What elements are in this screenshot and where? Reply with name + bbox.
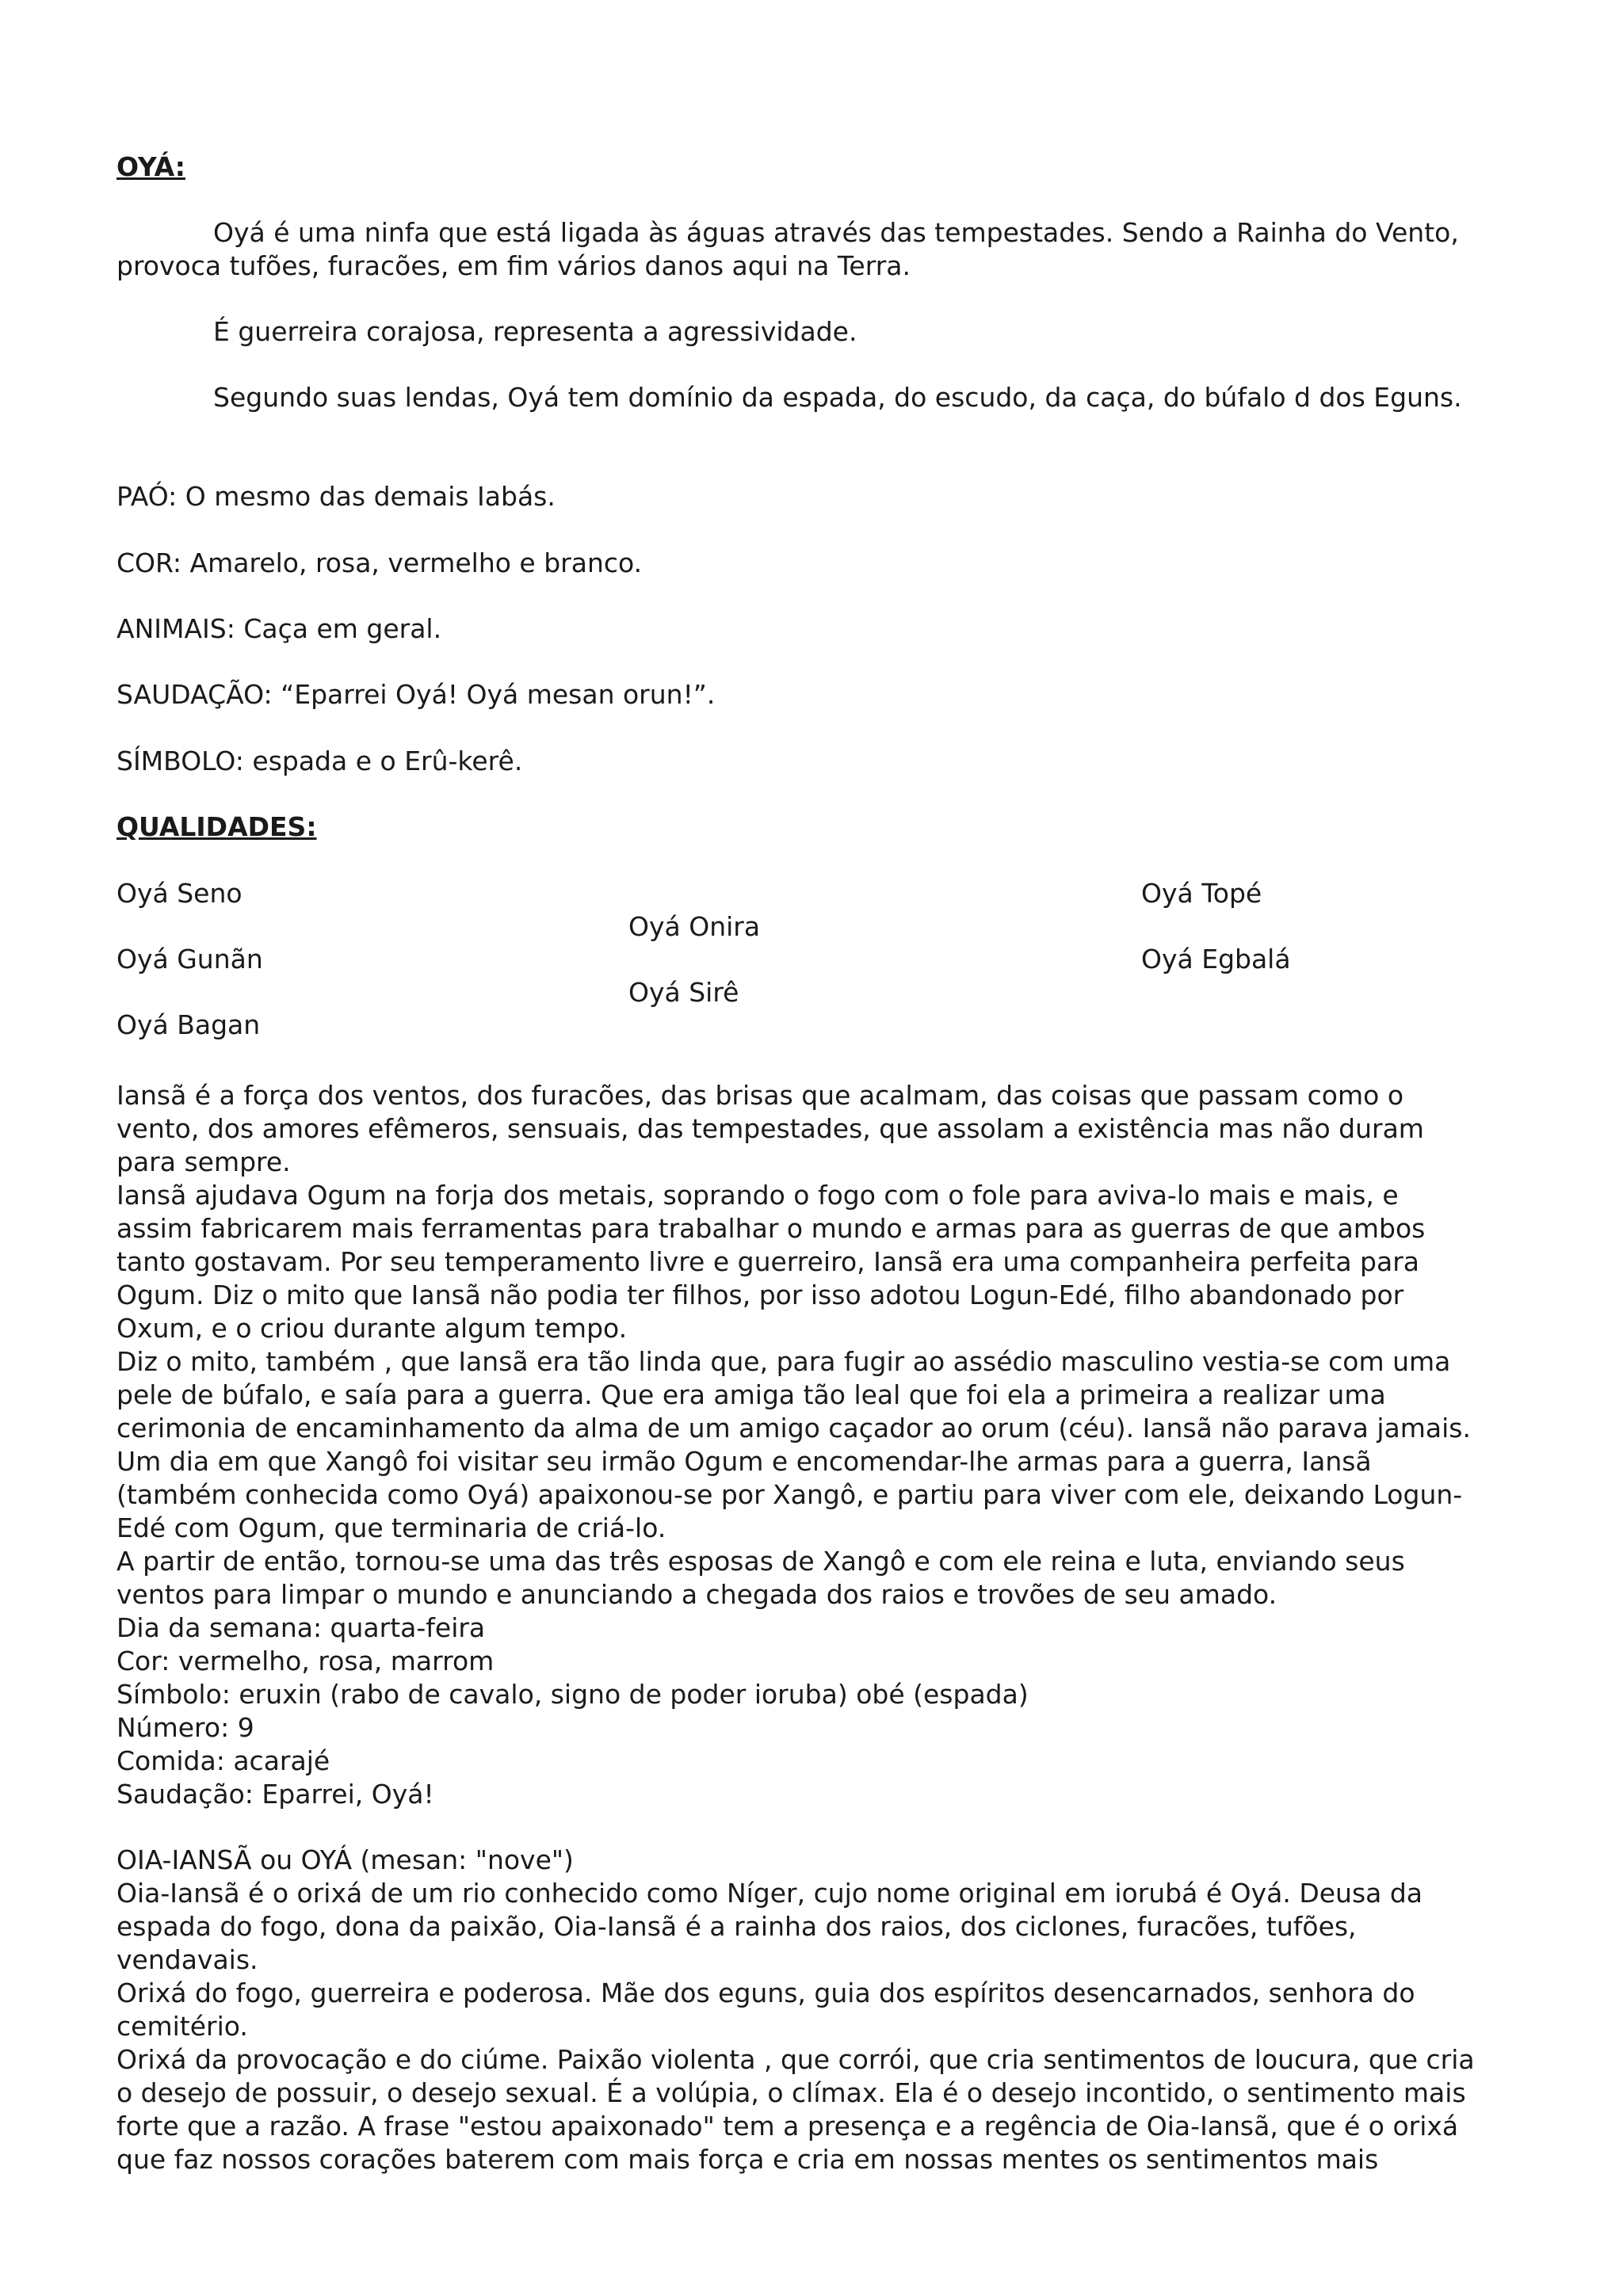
- body-text-line: Oia-Iansã é o orixá de um rio conhecido como Níger, cujo nome original em iorubá é Oyá. Deusa da: [116, 1878, 1423, 1909]
- oya-paragraph-line: provoca tufões, furacões, em fim vários danos aqui na Terra.: [116, 250, 911, 281]
- body-text-line: Iansã é a força dos ventos, dos furacões, das brisas que acalmam, das coisas que passam como o: [116, 1080, 1404, 1111]
- body-text-line: vento, dos amores efêmeros, sensuais, das tempestades, que assolam a existência mas não duram: [116, 1113, 1424, 1144]
- oya-paragraph-line: Segundo suas lendas, Oyá tem domínio da espada, do escudo, da caça, do búfalo d dos Eguns.: [213, 382, 1462, 413]
- oya-paragraph-line: Oyá é uma ninfa que está ligada às águas através das tempestades. Sendo a Rainha do Vento,: [213, 217, 1459, 248]
- body-text-line: Número: 9: [116, 1712, 254, 1743]
- body-text-line: Dia da semana: quarta-feira: [116, 1612, 486, 1643]
- attribute-animais: ANIMAIS: Caça em geral.: [116, 613, 442, 644]
- section-heading-oya: OYÁ:: [116, 151, 185, 182]
- qualidade-item: Oyá Bagan: [116, 1009, 261, 1040]
- body-text-line: Edé com Ogum, que terminaria de criá-lo.: [116, 1512, 666, 1543]
- qualidade-item: Oyá Sirê: [628, 977, 739, 1008]
- attribute-saudacao: SAUDAÇÃO: “Eparrei Oyá! Oyá mesan orun!”.: [116, 679, 716, 710]
- body-text-line: assim fabricarem mais ferramentas para trabalhar o mundo e armas para as guerras de que ambos: [116, 1213, 1426, 1244]
- body-text-line: pele de búfalo, e saía para a guerra. Que era amiga tão leal que foi ela a primeira a realizar uma: [116, 1379, 1386, 1410]
- body-text-line: para sempre.: [116, 1146, 291, 1177]
- oya-paragraph-line: É guerreira corajosa, representa a agressividade.: [213, 316, 857, 347]
- body-text-line: A partir de então, tornou-se uma das três esposas de Xangô e com ele reina e luta, enviando seus: [116, 1546, 1405, 1577]
- body-text-line: Símbolo: eruxin (rabo de cavalo, signo de poder ioruba) obé (espada): [116, 1679, 1029, 1710]
- body-text-line: Comida: acarajé: [116, 1745, 330, 1776]
- qualidade-item: Oyá Topé: [1141, 878, 1262, 909]
- body-text-line: (também conhecida como Oyá) apaixonou-se por Xangô, e partiu para viver com ele, deixando Logun-: [116, 1479, 1463, 1510]
- qualidade-item: Oyá Seno: [116, 878, 242, 909]
- body-text-line: Um dia em que Xangô foi visitar seu irmão Ogum e encomendar-lhe armas para a guerra, Iansã: [116, 1446, 1372, 1477]
- body-text-line: cemitério.: [116, 2011, 248, 2042]
- body-text-line: Iansã ajudava Ogum na forja dos metais, soprando o fogo com o fole para aviva-lo mais e mais, e: [116, 1180, 1399, 1211]
- qualidade-item: Oyá Egbalá: [1141, 944, 1291, 974]
- body-text-line: Orixá da provocação e do ciúme. Paixão violenta , que corrói, que cria sentimentos de loucura, que cria: [116, 2044, 1475, 2075]
- attribute-pao: PAÓ: O mesmo das demais Iabás.: [116, 481, 556, 512]
- body-text-line: Cor: vermelho, rosa, marrom: [116, 1646, 495, 1676]
- body-text-line: vendavais.: [116, 1944, 258, 1975]
- body-text-line: espada do fogo, dona da paixão, Oia-Iansã é a rainha dos raios, dos ciclones, furacões, tufões,: [116, 1911, 1357, 1942]
- body-text-line: tanto gostavam. Por seu temperamento livre e guerreiro, Iansã era uma companheira perfeita para: [116, 1246, 1419, 1277]
- body-text-line: Oxum, e o criou durante algum tempo.: [116, 1313, 628, 1344]
- body-text-line: ventos para limpar o mundo e anunciando a chegada dos raios e trovões de seu amado.: [116, 1579, 1277, 1610]
- section-heading-qualidades: QUALIDADES:: [116, 811, 317, 842]
- body-text-line: o desejo de possuir, o desejo sexual. É a volúpia, o clímax. Ela é o desejo incontido, o sentimento mais: [116, 2077, 1466, 2108]
- body-text-line: Orixá do fogo, guerreira e poderosa. Mãe dos eguns, guia dos espíritos desencarnados, senhora do: [116, 1978, 1415, 2008]
- body-text-line: que faz nossos corações baterem com mais força e cria em nossas mentes os sentimentos mais: [116, 2144, 1379, 2175]
- body-text-line: Saudação: Eparrei, Oyá!: [116, 1779, 434, 1810]
- body-text-line: forte que a razão. A frase "estou apaixonado" tem a presença e a regência de Oia-Iansã, que é o orixá: [116, 2111, 1459, 2142]
- body-text-line: Diz o mito, também , que Iansã era tão linda que, para fugir ao assédio masculino vestia-se com uma: [116, 1346, 1451, 1377]
- qualidade-item: Oyá Gunãn: [116, 944, 263, 974]
- qualidade-item: Oyá Onira: [628, 911, 761, 942]
- body-text-line: cerimonia de encaminhamento da alma de um amigo caçador ao orum (céu). Iansã não parava jamais.: [116, 1413, 1471, 1444]
- attribute-cor: COR: Amarelo, rosa, vermelho e branco.: [116, 547, 643, 578]
- attribute-simbolo: SÍMBOLO: espada e o Erû-kerê.: [116, 746, 523, 776]
- body-text-line: OIA-IANSÃ ou OYÁ (mesan: "nove"): [116, 1844, 574, 1875]
- body-text-line: Ogum. Diz o mito que Iansã não podia ter filhos, por isso adotou Logun-Edé, filho abandonado por: [116, 1280, 1404, 1310]
